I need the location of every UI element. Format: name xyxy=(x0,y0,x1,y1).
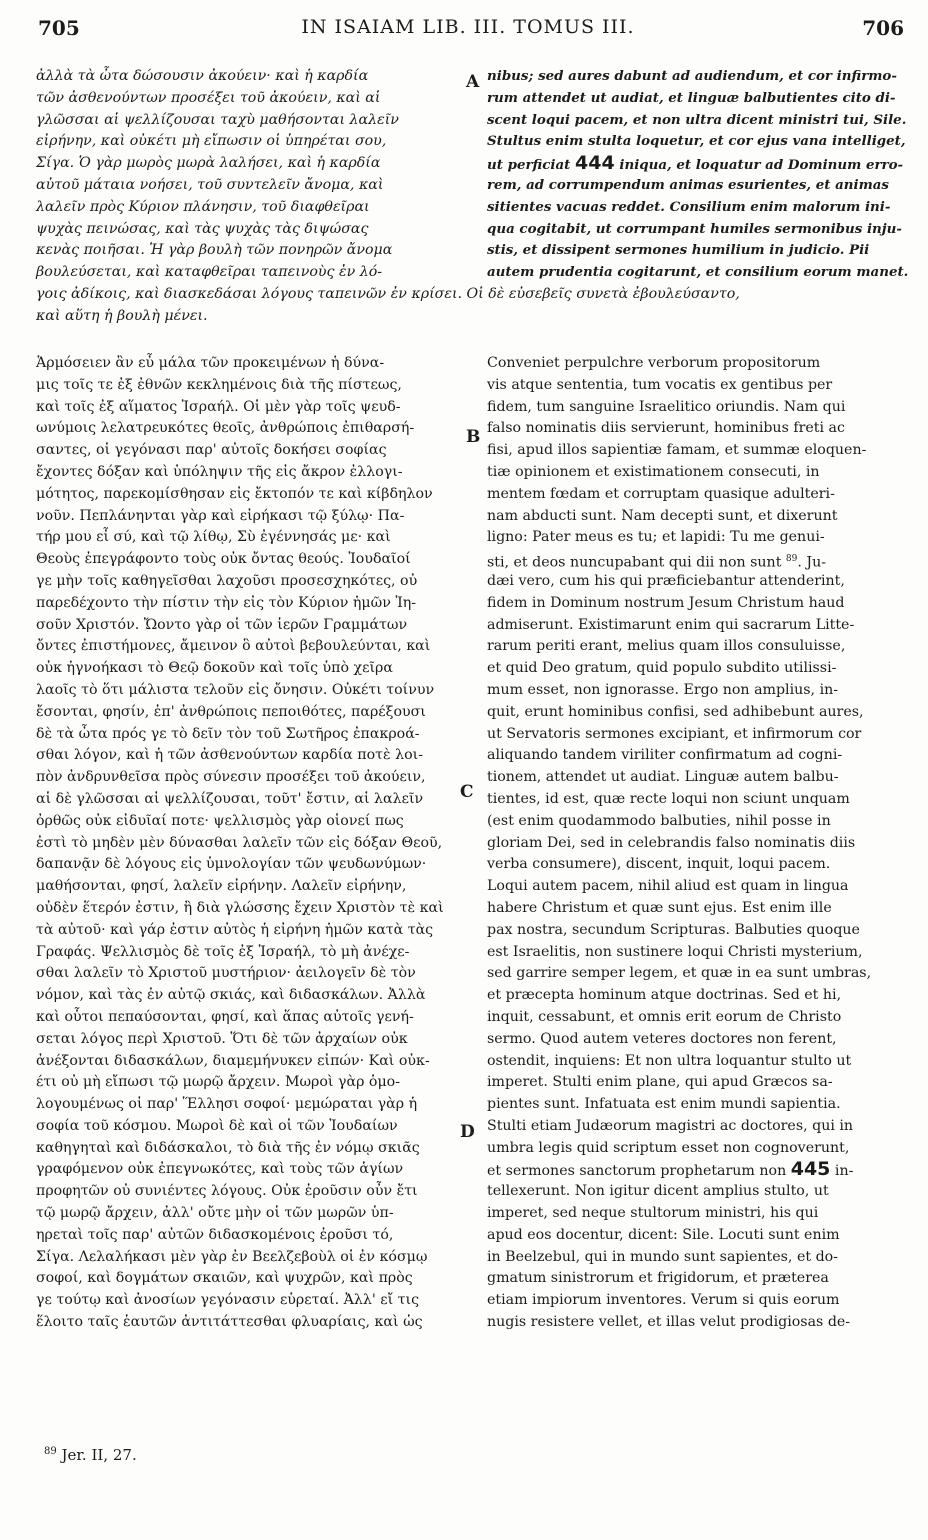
commentary-greek-line: ὀρθῶς οὐκ εἰδυῖαί ποτε· ψελλισμὸς γὰρ οἱονεί πως xyxy=(36,812,404,829)
quote-latin-line: ut perficiat 444 iniqua, et loquatur ad Dominum erro- xyxy=(487,152,904,175)
commentary-latin xyxy=(487,353,905,1334)
commentary-latin-line: tiæ opinionem et existimationem consecuti, in xyxy=(487,463,820,480)
isaiah-quote-latin xyxy=(487,66,909,284)
commentary-latin-line: in Beelzebul, qui in mundo sunt sapientes, et do- xyxy=(487,1248,838,1265)
commentary-latin-line: est Israelitis, non sustinere loqui Christi mysterium, xyxy=(487,943,863,960)
commentary-latin-line: umbra legis quid scriptum esset non cognoverunt, xyxy=(487,1139,850,1156)
commentary-greek-line: γε τούτῳ καὶ ἀνοσίων γεγόνασιν εὑρεταί. Ἀλλ' εἴ τις xyxy=(36,1292,420,1309)
commentary-greek-line: ἔσονται, φησίν, ἐπ' ἀνθρώποις πεποιθότες, παρέξουσι xyxy=(36,703,426,720)
commentary-latin-line: imperet. Stulti enim plane, qui apud Græcos sa- xyxy=(487,1074,833,1091)
quote-latin-line: autem prudentia cogitarunt, et consilium eorum manet. xyxy=(487,264,909,281)
commentary-latin-line: sti, et deos nuncupabant qui dii non sunt $^{89}$. Ju- xyxy=(487,554,827,571)
quote-latin-line: sitientes vacuas reddet. Consilium enim malorum ini- xyxy=(487,198,891,215)
quote-latin-line: stis, et dissipent sermones humilium in judicio. Pii xyxy=(487,242,870,259)
commentary-greek-line: τήρ μου εἶ σύ, καὶ τῷ λίθῳ, Σὺ ἐγέννησάς με· καὶ xyxy=(36,529,391,546)
commentary-latin-line: gmatum sinistrorum et frigidorum, et præterea xyxy=(487,1270,829,1287)
commentary-greek-line: Σίγα. Λελαλήκασι μὲν γὰρ ἐν Βεελζεβοὺλ οἱ ἐν κόσμῳ xyxy=(36,1248,428,1265)
footnote-text: Jer. II, 27. xyxy=(61,1446,137,1464)
commentary-greek-line: προφητῶν οὐ συνιέντες λόγους. Οὐκ ἐροῦσιν οὖν ἔτι xyxy=(36,1183,418,1200)
quote-greek-line: τῶν ἀσθενούντων προσέξει τοῦ ἀκούειν, καὶ αἱ xyxy=(36,89,381,106)
commentary-greek-line: ηρεταὶ τοῖς παρ' αὐτῶν διδασκομένοις ἐροῦσι τό, xyxy=(36,1226,394,1243)
commentary-greek-line: τῷ μωρῷ ἄρχειν, ἀλλ' οὔτε μὴν οἱ τῶν μωρῶν ὑπ- xyxy=(36,1205,394,1222)
commentary-greek-line: καὶ οὗτοι πεπαύσονται, φησί, καὶ ἅπας αὐτοῖς γενή- xyxy=(36,1008,414,1025)
commentary-greek-line: σεται λόγος περὶ Χριστοῦ. Ὅτι δὲ τῶν ἀρχαίων οὐκ xyxy=(36,1030,408,1047)
commentary-latin-line: imperet, sed neque stultorum ministri, his qui xyxy=(487,1205,819,1222)
commentary-greek-line: ὄντες ἐπιστήμονες, ἄμεινον ὃ αὐτοὶ βεβουλεύνται, καὶ xyxy=(36,638,431,655)
commentary-latin-line: sed garrire semper legem, et quæ in ea sunt umbras, xyxy=(487,965,872,982)
commentary-greek-line: σθαι λόγον, καὶ ἡ τῶν ἀσθενούντων καρδία ποτὲ λοι- xyxy=(36,747,423,764)
quote-greek-line: Σίγα. Ὁ γὰρ μωρὸς μωρὰ λαλήσει, καὶ ἡ καρδία xyxy=(36,155,381,172)
commentary-latin-line: ut Servatoris sermones excipiant, et infirmorum cor xyxy=(487,725,862,742)
commentary-latin-line: aliquando tandem viriliter confirmatum ad cogni- xyxy=(487,747,843,764)
commentary-greek-line: οὐκ ἠγνοήκασι τὸ Θεῷ δοκοῦν καὶ τοῖς ὑπὸ χεῖρα xyxy=(36,660,393,677)
commentary-greek-line: σοφία τοῦ κόσμου. Μωροὶ δὲ καὶ οἱ τῶν Ἰουδαίων xyxy=(36,1117,398,1134)
commentary-latin-line: ligno: Pater meus es tu; et lapidi: Tu me genui- xyxy=(487,529,825,546)
commentary-greek-line: καὶ τοῖς ἐξ αἵματος Ἰσραήλ. Οἱ μὲν γὰρ τοῖς ψευδ- xyxy=(36,398,401,415)
commentary-latin-line: nam abducti sunt. Nam decepti sunt, et dixerunt xyxy=(487,507,838,524)
commentary-latin-line: Conveniet perpulchre verborum propositorum xyxy=(487,355,821,371)
commentary-greek-line: μαθήσονται, φησί, λαλεῖν εἰρήνην. Λαλεῖν εἰρήνην, xyxy=(36,878,407,895)
commentary-latin-line: et sermones sanctorum prophetarum non 445 in- xyxy=(487,1158,854,1181)
commentary-greek-line: Ἁρμόσειεν ἂν εὖ μάλα τῶν προκειμένων ἡ δύνα- xyxy=(36,355,385,371)
footnote xyxy=(44,1446,137,1464)
quote-greek-line: βουλεύσεται, καὶ καταφθεῖραι ταπεινοὺς ἐν λό- xyxy=(36,264,383,281)
commentary-latin-line: apud eos docentur, dicent: Sile. Locuti sunt enim xyxy=(487,1226,840,1243)
commentary-latin-line: falso nominatis diis servierunt, hominibus freti ac xyxy=(487,420,845,437)
commentary-greek-line: ωνύμοις λελατρευκότες θεοῖς, ἀνθρώποις ἐπιθαρσή- xyxy=(36,420,415,437)
quote-latin-line: scent loqui pacem, et non ultra dicent ministri tui, Sile. xyxy=(487,111,907,128)
commentary-latin-line: pientes sunt. Infatuata est enim mundi sapientia. xyxy=(487,1096,841,1113)
quote-greek-line: λαλεῖν πρὸς Κύριον πλάνησιν, τοῦ διαφθεῖραι xyxy=(36,198,370,215)
commentary-latin-line: et præcepta hominum atque doctrinas. Sed et hi, xyxy=(487,987,842,1004)
footnote-ref: 89 xyxy=(785,554,798,565)
margin-marker-b: B xyxy=(466,427,481,447)
quote-greek-line: ψυχὰς πεινώσας, καὶ τὰς ψυχὰς τὰς διψώσας xyxy=(36,220,369,237)
commentary-greek xyxy=(36,353,466,1334)
commentary-greek-line: σθαι λαλεῖν τὸ Χριστοῦ μυστήριον· ἀειλογεῖν δὲ τὸν xyxy=(36,965,416,982)
commentary-greek-line: τὰ αὐτοῦ· καὶ γάρ ἐστιν αὐτὸς ἡ εἰρήνη ἡμῶν κατὰ τὰς xyxy=(36,921,434,938)
commentary-latin-line: inquit, cessabunt, et omnis erit eorum de Christo xyxy=(487,1008,842,1025)
commentary-latin-line: dæi vero, cum his qui præficiebantur attenderint, xyxy=(487,572,845,589)
quote-latin-line: nibus; sed aures dabunt ad audiendum, et cor infirmo- xyxy=(487,68,897,84)
commentary-greek-line: ἐστὶ τὸ μηδὲν μὲν δύνασθαι λαλεῖν τῶν εἰς δόξαν Θεοῦ, xyxy=(36,834,443,851)
commentary-latin-line: ostendit, inquiens: Et non ultra loquantur stulto ut xyxy=(487,1052,852,1069)
commentary-greek-line: δαπανᾷν δὲ λόγους εἰς ὑμνολογίαν τῶν ψευδωνύμων· xyxy=(36,856,427,873)
commentary-greek-line: σαντες, οἱ γεγόνασι παρ' αὐτοῖς δοκήσει σοφίας xyxy=(36,442,387,459)
margin-marker-d: D xyxy=(460,1122,475,1142)
commentary-greek-line: ἕλοιτο ταῖς ἑαυτῶν ἀντιτάττεσθαι φλυαρίαις, καὶ ὡς xyxy=(36,1314,423,1331)
quote-greek-line: αὐτοῦ μάταια νοήσει, τοῦ συντελεῖν ἄνομα, καὶ xyxy=(36,176,384,193)
commentary-greek-line: λαοῖς τὸ ὅτι μάλιστα τελοῦν εἰς ὄνησιν. Οὐκέτι τοίνυν xyxy=(36,681,435,698)
commentary-greek-line: πὸν ἀνδρυνθεῖσα πρὸς σύνεσιν προσέξει τοῦ ἀκούειν, xyxy=(36,769,426,786)
commentary-latin-line: (est enim quodammodo balbuties, nihil posse in xyxy=(487,812,831,829)
commentary-latin-line: admiserunt. Existimarunt enim qui sacrarum Litte- xyxy=(487,616,855,633)
commentary-latin-line: habere Christum et quæ sunt ejus. Est enim ille xyxy=(487,899,832,916)
margin-marker-a: A xyxy=(466,72,480,92)
quote-greek-line: κενὰς ποιῆσαι. Ἡ γὰρ βουλὴ τῶν πονηρῶν ἄνομα xyxy=(36,242,393,259)
quote-greek-line: καὶ αὕτη ἡ βουλὴ μένει. xyxy=(36,307,208,324)
commentary-greek-line: καθηγηταὶ καὶ διδάσκαλοι, τὸ διὰ τῆς ἐν νόμῳ σκιᾶς xyxy=(36,1139,420,1156)
commentary-greek-line: μότητος, παρεκομίσθησαν εἰς ἔκτοπόν τε καὶ κίβδηλον xyxy=(36,485,433,502)
commentary-greek-line: σοῦν Χριστόν. Ὤοντο γὰρ οἱ τῶν ἱερῶν Γραμμάτων xyxy=(36,616,408,633)
footnote-mark: 89 xyxy=(44,1446,57,1457)
commentary-latin-line: tellexerunt. Non igitur dicent amplius stulto, ut xyxy=(487,1183,829,1200)
quote-latin-line: rum attendet ut audiat, et linguæ balbutientes cito di- xyxy=(487,89,896,106)
commentary-latin-line: sermo. Quod autem veteres doctores non ferent, xyxy=(487,1030,837,1047)
commentary-latin-line: tionem, attendet ut audiat. Linguæ autem balbu- xyxy=(487,769,839,786)
commentary-greek-line: ἀνέξονται διδασκάλων, διαμεμήνυκεν εἰπών· Καὶ οὐκ- xyxy=(36,1052,430,1069)
commentary-latin-line: gloriam Dei, sed in celebrandis falso nominatis diis xyxy=(487,834,856,851)
column-number-444: 444 xyxy=(575,152,615,175)
column-number-445: 445 xyxy=(790,1158,831,1181)
commentary-latin-line: Loqui autem pacem, nihil aliud est quam in lingua xyxy=(487,878,849,895)
commentary-greek-line: αἱ δὲ γλῶσσαι αἱ ψελλίζουσαι, τοῦτ' ἔστιν, αἱ λαλεῖν xyxy=(36,790,424,807)
commentary-latin-line: fidem, tum sanguine Israelitico oriundis. Nam qui xyxy=(487,398,846,415)
quote-greek-line: γλῶσσαι αἱ ψελλίζουσαι ταχὺ μαθήσονται λαλεῖν xyxy=(36,111,399,128)
commentary-latin-line: quit, erunt hominibus confisi, sed adhibebunt aures, xyxy=(487,703,864,720)
commentary-latin-line: etiam impiorum inventores. Verum si quis eorum xyxy=(487,1292,840,1309)
quote-latin-line: Stultus enim stulta loquetur, et cor ejus vana intelliget, xyxy=(487,133,906,150)
commentary-greek-line: γραφόμενον οὐκ ἐπεγνωκότες, καὶ τοὺς τῶν ἁγίων xyxy=(36,1161,404,1178)
commentary-latin-line: Stulti etiam Judæorum magistri ac doctores, qui in xyxy=(487,1117,854,1134)
commentary-latin-line: pax nostra, secundum Scripturas. Balbuties quoque xyxy=(487,921,860,938)
commentary-latin-line: tientes, id est, quæ recte loqui non sciunt unquam xyxy=(487,790,850,807)
commentary-greek-line: γε μὴν τοῖς καθηγεῖσθαι λαχοῦσι προσεσχηκότες, οὐ xyxy=(36,572,418,589)
commentary-latin-line: fidem in Dominum nostrum Jesum Christum haud xyxy=(487,594,845,611)
page-number-right: 706 xyxy=(862,16,904,40)
page-number-left: 705 xyxy=(38,16,80,40)
commentary-latin-line: fisi, apud illos sapientiæ famam, et summæ eloquen- xyxy=(487,442,867,459)
commentary-greek-line: Γραφάς. Ψελλισμὸς δὲ τοῖς ἐξ Ἰσραήλ, τὸ μὴ ἀνέχε- xyxy=(36,943,410,960)
commentary-greek-line: έτι οὐ μὴ εἴπωσι τῷ μωρῷ ἄρχειν. Μωροὶ γὰρ ὁμο- xyxy=(36,1074,401,1091)
commentary-greek-line: σοφοί, καὶ δογμάτων σκαιῶν, καὶ ψυχρῶν, καὶ πρὸς xyxy=(36,1270,413,1287)
commentary-latin-line: mentem fœdam et corruptam quasique adulteri- xyxy=(487,485,835,502)
commentary-latin-line: nugis resistere vellet, et illas velut prodigiosas de- xyxy=(487,1314,851,1331)
commentary-greek-line: μις τοῖς τε ἐξ ἐθνῶν κεκλημένοις διὰ τῆς πίστεως, xyxy=(36,376,402,393)
quote-greek-line: γοις ἀδίκοις, καὶ διασκεδάσαι λόγους ταπεινῶν ἐν κρίσει. Οἱ δὲ εὐσεβεῖς συνετὰ ἐβουλεύσαντο, xyxy=(36,285,740,302)
commentary-greek-line: δὲ τὰ ὦτα πρός γε τὸ δεῖν τὸν τοῦ Σωτῆρος ἐπακροά- xyxy=(36,725,420,742)
quote-latin-line: qua cogitabit, ut corrumpant humiles sermonibus inju- xyxy=(487,220,902,237)
commentary-greek-line: Θεοὺς ἐπεγράφοντο τοὺς οὐκ ὄντας θεούς. Ἰουδαῖοί xyxy=(36,551,411,568)
commentary-greek-line: νόμον, καὶ τὰς ἐν αὐτῷ σκιάς, καὶ διδασκάλων. Ἀλλὰ xyxy=(36,987,426,1004)
commentary-greek-line: οὐδὲν ἕτερόν ἐστιν, ἢ διὰ γλώσσης ἔχειν Χριστὸν τὲ καὶ xyxy=(36,899,444,916)
commentary-greek-line: παρεδέχοντο τὴν πίστιν τὴν εἰς τὸν Κύριον ἡμῶν Ἰη- xyxy=(36,594,417,611)
running-title: IN ISAIAM LIB. III. TOMUS III. xyxy=(301,16,635,38)
commentary-latin-line: rarum periti erant, melius quam illos consuluisse, xyxy=(487,638,846,655)
commentary-latin-line: vis atque sententia, tum vocatis ex gentibus per xyxy=(487,376,833,393)
quote-latin-line: rem, ad corrumpendum animas esurientes, et animas xyxy=(487,176,889,193)
commentary-latin-line: verba consumere), discent, inquit, loqui pacem. xyxy=(487,856,831,873)
commentary-latin-line: mum esset, non ignorasse. Ergo non amplius, in- xyxy=(487,681,839,698)
running-head xyxy=(32,12,904,46)
commentary-greek-line: λογουμένως οἱ παρ' Ἕλλησι σοφοί· μεμώραται γὰρ ἡ xyxy=(36,1096,418,1113)
quote-greek-line: εἰρήνην, καὶ οὐκέτι μὴ εἴπωσιν οἱ ὑπηρέται σου, xyxy=(36,133,387,150)
margin-marker-c: C xyxy=(460,782,474,802)
commentary-greek-line: ἔχοντες δόξαν καὶ ὑπόληψιν τῆς εἰς ἄκρον ἐλλογι- xyxy=(36,463,403,480)
commentary-latin-line: et quid Deo gratum, quid populo subdito utilissi- xyxy=(487,660,837,677)
commentary-greek-line: νοῦν. Πεπλάνηνται γὰρ καὶ εἰρήκασι τῷ ξύλῳ· Πα- xyxy=(36,507,405,524)
quote-greek-line: ἀλλὰ τὰ ὦτα δώσουσιν ἀκούειν· καὶ ἡ καρδία xyxy=(36,68,369,84)
